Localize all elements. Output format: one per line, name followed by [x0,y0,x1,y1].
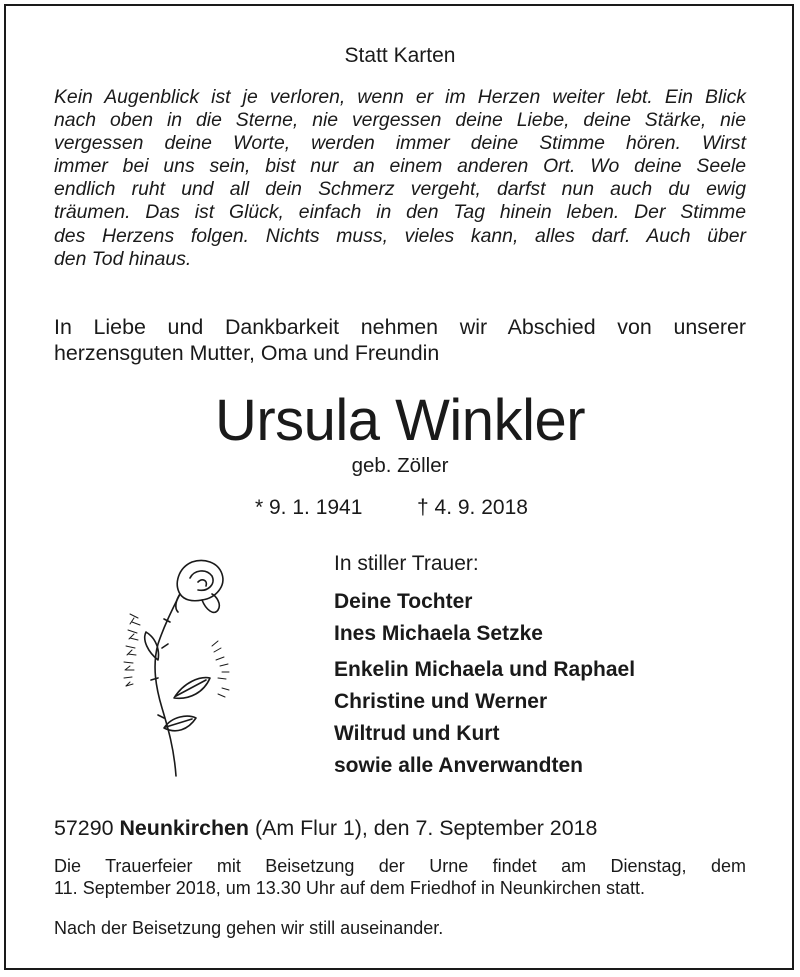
mourner-line: Wiltrud und Kurt [334,722,500,745]
poem-line: des Herzens folgen. Nichts muss, vieles kann, alles darf. Auch über [54,224,746,247]
address-and-date: (Am Flur 1), den 7. September 2018 [254,816,598,840]
poem-line: endlich ruht und all dein Schmerz vergeht, darfst nun auch du ewig [54,178,746,201]
poem-line: nach oben in die Sterne, nie vergessen deine Liebe, deine Stärke, nie [54,109,746,132]
death-date: † 4. 9. 2018 [417,496,528,519]
birth-date: * 9. 1. 1941 [255,496,363,519]
poem-line: den Tod hinaus. [54,247,192,270]
intro-line: herzensguten Mutter, Oma und Freundin [54,341,440,365]
poem-line: Kein Augenblick ist je verloren, wenn er im Herzen weiter lebt. Ein Blick [54,86,746,108]
mourners-list [334,586,635,782]
poem [54,86,746,271]
deceased-name: Ursula Winkler [214,388,586,453]
mourner-line: sowie alle Anverwandten [334,754,583,777]
poem-line: träumen. Das ist Glück, einfach in den Tag hinein leben. Der Stimme [54,201,746,224]
mourner-line: Christine und Werner [334,690,548,713]
place-and-date [54,815,746,841]
mourner-line: Ines Michaela Setzke [334,622,543,645]
intro-line: In Liebe und Dankbarkeit nehmen wir Abschied von unserer [54,315,746,339]
ceremony-line: Die Trauerfeier mit Beisetzung der Urne findet am Dienstag, dem [54,856,746,876]
poem-line: immer bei uns sein, bist nur an einem anderen Ort. Wo deine Seele [54,155,746,178]
header-statt-karten: Statt Karten [344,44,456,67]
ceremony-info [54,855,746,899]
closing-note: Nach der Beisetzung gehen wir still auseinander. [54,918,444,938]
city: Neunkirchen [119,816,250,840]
poem-line: vergessen deine Worte, werden immer deine Stimme hören. Wirst [54,132,746,155]
ceremony-line: 11. September 2018, um 13.30 Uhr auf dem Friedhof in Neunkirchen statt. [54,878,645,898]
farewell-intro [54,314,746,366]
maiden-name: geb. Zöller [351,454,449,477]
rose-icon [118,548,248,778]
mourner-line: Deine Tochter [334,590,473,613]
mourning-intro: In stiller Trauer: [334,552,479,575]
mourner-line: Enkelin Michaela und Raphael [334,658,636,681]
zip-code: 57290 [54,816,114,840]
